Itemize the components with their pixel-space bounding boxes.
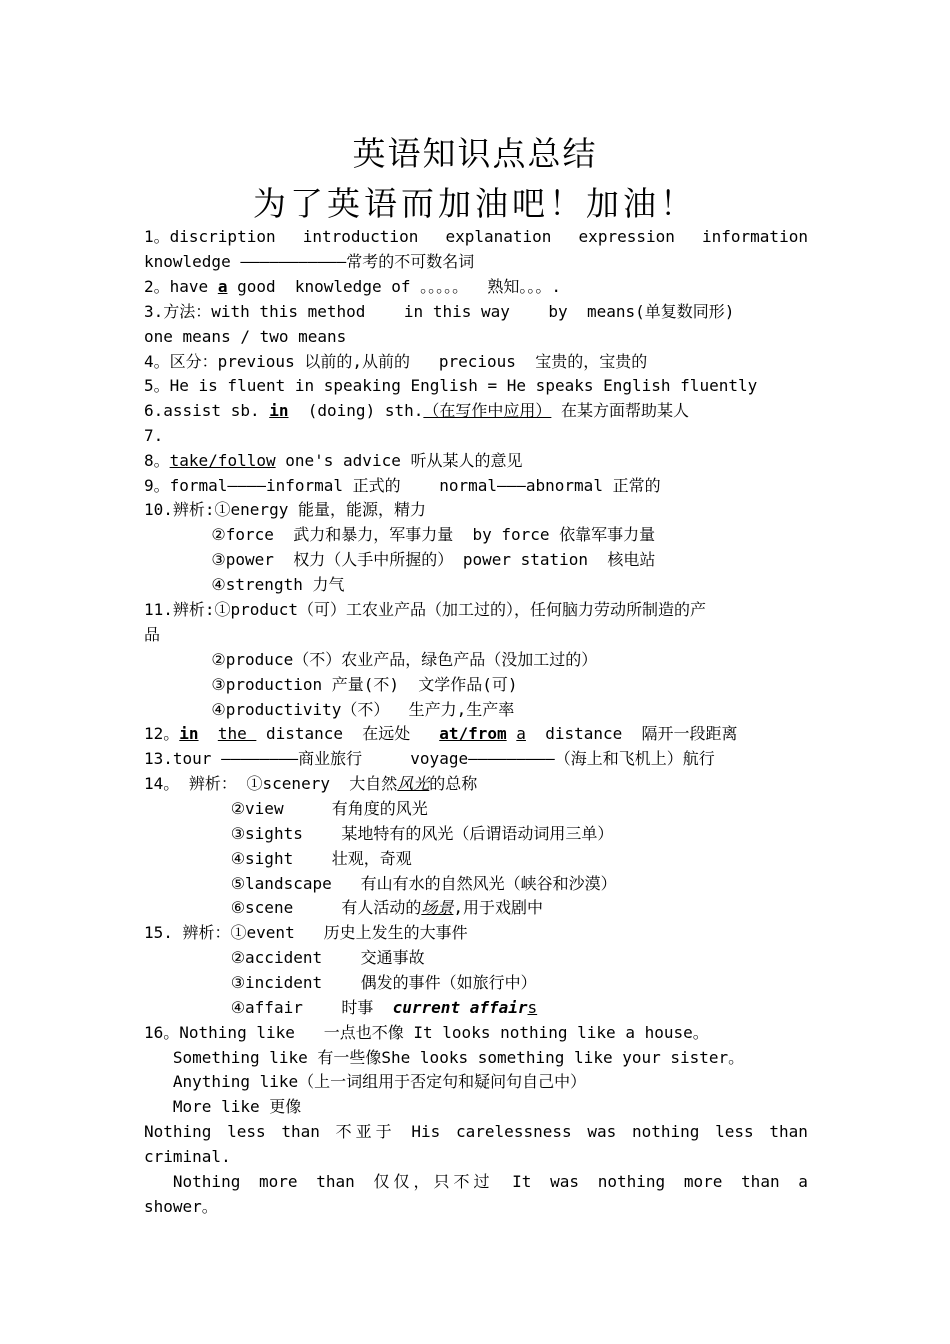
word: introduction: [302, 227, 419, 246]
document-subtitle: 为了英语而加油吧！加油！: [253, 184, 697, 223]
underlined-note: （在写作中应用）: [423, 401, 552, 420]
word: than: [741, 1172, 780, 1191]
document-title: 英语知识点总结: [352, 134, 598, 173]
item-16-sub-more-like: More like 更像: [144, 1097, 302, 1116]
word: carelessness: [456, 1122, 572, 1141]
item-15-line: 15. 辨析：①event 历史上发生的大事件: [144, 923, 468, 942]
text: 12。: [144, 724, 180, 743]
item-3-line: 3.方法：with this method in this way by means(单复数同形): [144, 302, 735, 321]
text: ④affair 时事: [144, 998, 393, 1017]
word: a: [798, 1172, 808, 1191]
item-11-sub-produce: ②produce（不）农业产品，绿色产品（没加工过的）: [144, 650, 598, 669]
text: one's advice 听从某人的意见: [275, 451, 523, 470]
underlined-article: a: [516, 724, 526, 743]
item-11-sub-production: ③production 产量(不) 文学作品(可): [144, 675, 518, 694]
text: [199, 724, 218, 743]
item-14-sub-sight: ④sight 壮观，奇观: [144, 849, 412, 868]
item-7-line: 7.: [144, 426, 164, 445]
text: ⑥scene 有人活动的: [144, 898, 422, 917]
word: 不亚于: [335, 1122, 396, 1141]
word: information: [702, 227, 808, 246]
word: more: [259, 1172, 298, 1191]
word: nothing: [597, 1172, 666, 1191]
text: 在某方面帮助某人: [551, 401, 690, 420]
item-10-sub-force: ②force 武力和暴力，军事力量 by force 依靠军事力量: [144, 525, 656, 544]
italic-underlined-word: 风光: [397, 774, 430, 793]
word: more: [683, 1172, 723, 1191]
text: good knowledge of 。。。。。 熟知。。。.: [227, 277, 562, 296]
item-2-line: [144, 275, 808, 299]
item-10-sub-strength: ④strength 力气: [144, 575, 345, 594]
item-16-line: 16。Nothing like 一点也不像 It looks nothing like a house。: [144, 1023, 709, 1042]
item-15-sub-accident: ②accident 交通事故: [144, 948, 425, 967]
text: 6.assist sb.: [144, 401, 270, 420]
nothing-less-than-line: [144, 1120, 808, 1144]
item-8-line: [144, 449, 808, 473]
item-4-line: 4。区分：previous 以前的,从前的 precious 宝贵的，宝贵的: [144, 352, 648, 371]
emphasis-preposition: in: [269, 401, 289, 420]
item-14-sub-scene: [144, 896, 808, 920]
italic-underlined-word: 场景: [421, 898, 454, 917]
word: than: [281, 1122, 320, 1141]
word: Nothing: [144, 1172, 241, 1191]
word: expression: [578, 227, 675, 246]
word: Nothing: [144, 1122, 212, 1141]
emphasis-preposition: at/from: [439, 724, 507, 743]
emphasis-preposition: in: [179, 724, 199, 743]
item-10-line: 10.辨析:①energy 能量，能源，精力: [144, 500, 426, 519]
word: His: [411, 1122, 441, 1141]
item-13-line: 13.tour ————————商业旅行 voyage—————————（海上和飞机上）航行: [144, 749, 715, 768]
item-10-sub-power: ③power 权力（人手中所握的） power station 核电站: [144, 550, 656, 569]
nothing-more-than-line: [144, 1170, 808, 1194]
text: (doing) sth.: [288, 401, 424, 420]
word: It: [512, 1172, 532, 1191]
item-5-line: 5。He is fluent in speaking English = He speaks English fluently: [144, 376, 758, 395]
nothing-less-than-continuation: criminal.: [144, 1147, 231, 1166]
emphasis-article: a: [217, 277, 228, 296]
nothing-more-than-continuation: shower。: [144, 1197, 218, 1216]
underlined-letter: s: [527, 998, 538, 1017]
item-11-sub-productivity: ④productivity（不） 生产力,生产率: [144, 700, 515, 719]
text: [507, 724, 517, 743]
word: less: [715, 1122, 754, 1141]
item-3-continuation: one means / two means: [144, 327, 347, 346]
word: nothing: [631, 1122, 700, 1141]
text: 14。 辨析： ①scenery 大自然: [144, 774, 398, 793]
text: distance 隔开一段距离: [525, 724, 738, 743]
item-15-sub-affair: [144, 996, 808, 1020]
item-12-line: [144, 722, 808, 746]
item-14-sub-view: ②view 有角度的风光: [144, 799, 428, 818]
word: 1。discription: [144, 227, 276, 246]
underlined-article: the: [217, 724, 257, 743]
item-11-wrap: 品: [144, 625, 161, 644]
item-14-sub-landscape: ⑤landscape 有山有水的自然风光（峡谷和沙漠）: [144, 874, 617, 893]
text: 的总称: [429, 774, 478, 793]
item-6-line: [144, 399, 808, 423]
word: 仅仅，只不过: [373, 1172, 494, 1191]
item-14-line: [144, 772, 808, 796]
item-11-line: 11.辨析:①product（可）工农业产品（加工过的），任何脑力劳动所制造的产: [144, 600, 706, 619]
item-16-sub-something: Something like 有一些像She looks something like your sister。: [144, 1048, 745, 1067]
word: than: [316, 1172, 355, 1191]
item-9-line: 9。formal————informal 正式的 normal———abnormal 正常的: [144, 476, 661, 495]
item-16-sub-anything: Anything like（上一词组用于否定句和疑问句自己中）: [144, 1072, 587, 1091]
word: explanation: [445, 227, 552, 246]
text: 8。: [144, 451, 170, 470]
word: was: [550, 1172, 580, 1191]
word: less: [227, 1122, 266, 1141]
item-1-continuation: knowledge ———————————常考的不可数名词: [144, 252, 475, 271]
word: than: [769, 1122, 808, 1141]
item-15-sub-incident: ③incident 偶发的事件（如旅行中）: [144, 973, 537, 992]
text: ,用于戏剧中: [453, 898, 544, 917]
text: distance 在远处: [256, 724, 440, 743]
item-1-line: [144, 225, 808, 249]
item-14-sub-sights: ③sights 某地特有的风光（后谓语动词用三单）: [144, 824, 614, 843]
word: was: [587, 1122, 617, 1141]
bold-italic-phrase: current affair: [392, 998, 528, 1017]
text: 2。have: [144, 277, 218, 296]
underlined-phrase: take/follow: [169, 451, 276, 470]
